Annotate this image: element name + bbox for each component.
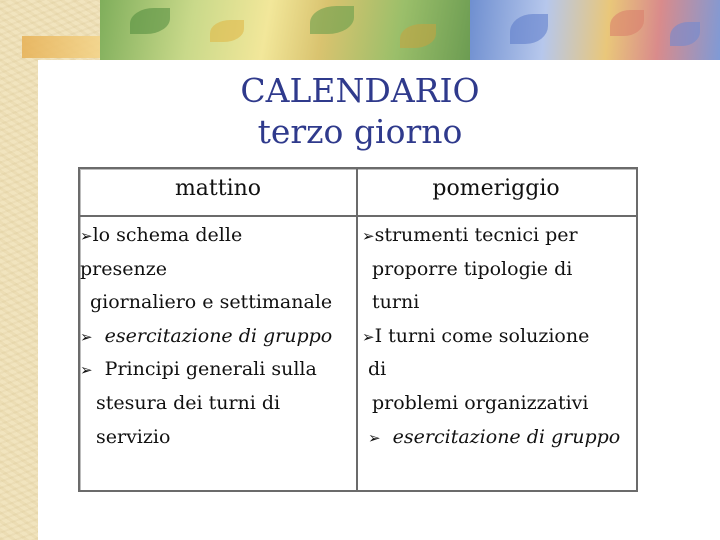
list-item-continuation: giornaliero e settimanale	[90, 291, 333, 314]
leaf-icon	[310, 6, 354, 34]
list-item: ➢ esercitazione di gruppo	[368, 425, 621, 448]
list-item-continuation: stesura dei turni di	[96, 391, 281, 414]
leaf-icon	[210, 20, 244, 42]
list-item: ➢lo schema delle	[80, 224, 243, 246]
decorative-banner-left	[22, 36, 100, 58]
list-item: ➢strumenti tecnici per	[362, 224, 578, 246]
list-item-continuation: servizio	[96, 425, 171, 448]
leaf-icon	[400, 24, 436, 48]
list-item-continuation: turni	[372, 291, 420, 314]
arrowhead-bullet-icon: ➢	[80, 361, 93, 380]
pomeriggio-cell	[362, 219, 634, 454]
flower-icon	[670, 22, 700, 46]
list-item: ➢ esercitazione di gruppo	[80, 324, 333, 347]
mattino-cell	[80, 219, 352, 454]
list-item-continuation: problemi organizzativi	[372, 391, 589, 414]
arrowhead-bullet-icon: ➢	[368, 428, 381, 447]
slide-title: CALENDARIO	[240, 71, 480, 110]
column-header-pomeriggio: pomeriggio	[432, 176, 560, 201]
list-item: ➢ Principi generali sulla	[80, 358, 317, 381]
decorative-banner-leaves	[100, 0, 470, 60]
leaf-icon	[130, 8, 170, 34]
column-header-mattino: mattino	[174, 176, 262, 201]
slide-subtitle: terzo giorno	[257, 112, 463, 151]
decorative-banner-flowers	[470, 0, 720, 60]
arrowhead-bullet-icon: ➢	[362, 227, 375, 245]
list-item: ➢I turni come soluzione	[362, 324, 590, 347]
flower-icon	[610, 10, 644, 36]
list-item-continuation: proporre tipologie di	[372, 257, 573, 280]
flower-icon	[510, 14, 548, 44]
list-item-continuation: presenze	[80, 257, 167, 280]
arrowhead-bullet-icon: ➢	[80, 227, 93, 245]
header-divider	[78, 215, 636, 217]
list-item-continuation: di	[368, 358, 387, 381]
arrowhead-bullet-icon: ➢	[80, 327, 93, 346]
arrowhead-bullet-icon: ➢	[362, 327, 375, 346]
